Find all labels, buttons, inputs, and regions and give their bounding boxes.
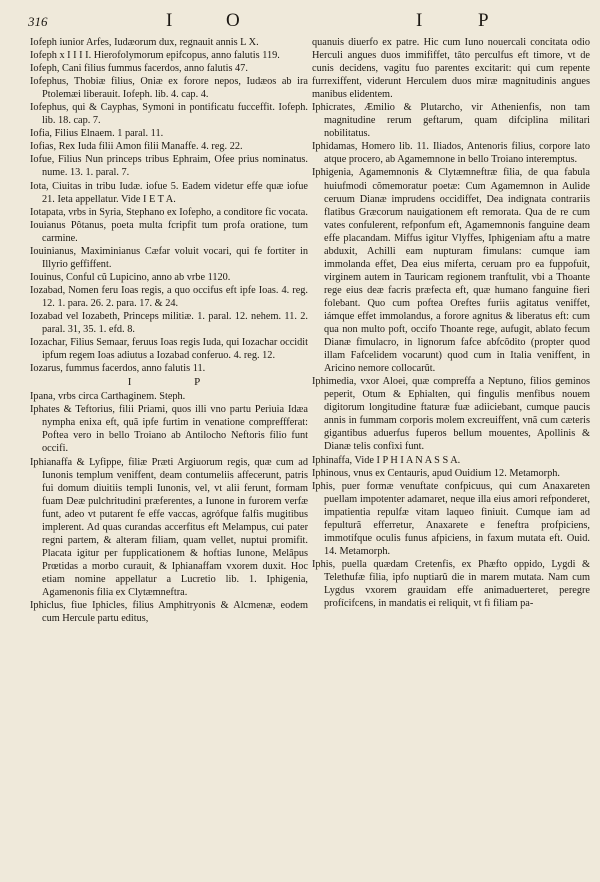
dictionary-entry: Iofeph x I I I I. Hierofolymorum epifcopus, anno falutis 119. [30, 50, 280, 62]
header-letter: I [416, 10, 425, 31]
dictionary-entry: Iofias, Rex Iuda filii Amon filii Manaffe. 4. reg. 22. [30, 141, 243, 153]
dictionary-entry: Iozabad, Nomen feru Ioas regis, a quo occifus eft ipfe Ioas. 4. reg. 12. 1. para. 26. 2. para. 17. & 24. [30, 284, 308, 309]
dictionary-entry: Iphiclus, fiue Iphicles, filius Amphitryonis & Alcmenæ, eodem cum Hercule partu editus, [30, 600, 308, 625]
running-header [28, 10, 570, 36]
dictionary-entry: Iota, Ciuitas in tribu Iudæ. iofue 5. Eadem videtur effe quæ iofue 21. Ieta appellatur. Vide I E T A. [30, 180, 308, 205]
dictionary-entry: Iphis, puella quædam Cretenfis, ex Phæfto oppido, Lygdi & Telethufæ filia, ipfo nuptiarũ die in marem mutata. Nam cum Lygdus vxorem grauidam effe animaduerteret, peregre profícifcens, in mandatis ei reliquit, vt fi filiam pa- [312, 558, 590, 610]
dictionary-entry: Iofephus, Thobiæ filius, Oniæ ex forore nepos, Iudæos ab ira Ptolemæi liberauit. Iofeph. lib. 4. cap. 4. [30, 76, 308, 101]
dictionary-entry: Iofia, Filius Elnaem. 1 paral. 11. [30, 128, 164, 140]
dictionary-entry: Iphis, puer formæ venuftate confpicuus, qui cum Anaxareten puellam impotenter adamaret, neque illa eius amori refponderet, impatientia repulfæ vitam laqueo finiuit. Cumque iam ad fepulturã efferretur, Anaxarete e feneftra profpiciens, immotífque oculis funus afpiciens, in faxum mutata eft. Ouid. 14. Metamorph. [312, 480, 590, 557]
dictionary-entry: Iouinus, Conful cũ Lupicino, anno ab vrbe 1120. [30, 271, 231, 283]
header-letter: O [226, 10, 242, 31]
header-letter: I [166, 10, 175, 31]
right-column [312, 36, 590, 610]
dictionary-entry: Iphianaffa & Lyfippe, filiæ Præti Argiuorum regis, quæ cum ad Iunonis templum veniffent, deam contumeliis affecerunt, patris fui domum diuitiis templi Iunonis, vel, vt alii ferunt, formam fuam Deæ pulchritudini præferentes, a Iunone in furorem verfæ funt, adeo vt putarent fe effe vaccas, agrófque falfis mugitibus implerent. Ad quas curandas accerfitus eft Melampus, cui pater regni partem, & alteram filiam, quam vellet, nuptui promifit. Placata igitur per fupplicationem & hoftias Iunone, Melâpus Prœtidas a morbo curauit, & Iphianaffam vxorem duxit. Hoc etiam nomine appellatur a Lucretio lib. 1. Iphigenia, Agamenonis filia ex Clytæmneftra. [30, 456, 308, 598]
dictionary-entry: Iozabad vel Iozabeth, Princeps militiæ. 1. paral. 12. nehem. 11. 2. paral. 31, 35. 1. efd. 8. [30, 310, 308, 336]
dictionary-entry: Iphinaffa, Vide I P H I A N A S S A. [312, 454, 461, 466]
dictionary-entry: Iozarus, fummus facerdos, anno falutis 11. [30, 363, 206, 375]
dictionary-entry: Iphicrates, Æmilio & Plutarcho, vir Athenienfis, non tam magnitudine rerum geftarum, quam difciplina militari nobilitatus. [312, 102, 590, 140]
left-column [30, 36, 308, 625]
dictionary-entry: Iphimedia, vxor Aloei, quæ compreffa a Neptuno, filios geminos peperit, Otum & Ephialten, qui fingulis menfibus nouem digitorum longitudine ftaturæ fuæ adiiciebant, cumque paucis annis in fummam corporis molem excreuiffent, vnã cum cæteris gigantibus aduerfus fuperos bellum mouentes, Apollinis & Dianæ telis confixi funt. [312, 376, 590, 453]
dictionary-entry: Iofeph, Cani filius fummus facerdos, anno falutis 47. [30, 63, 248, 75]
dictionary-entry: Iofephus, qui & Cayphas, Symoni in pontificatu fucceffit. Iofeph. lib. 18. cap. 7. [30, 102, 308, 127]
dictionary-entry-continuation: quanuis diuerfo ex patre. Hic cum Iuno nouercali concitata odio Herculi angues duos immififfet, tâto perculfus eft timore, vt de cunis decidens, vagitu fuo parentes excitarit: qui cum repente furrexiffent, viderunt Herculem duos miræ magnitudinis angues manibus elidentem. [312, 37, 590, 101]
dictionary-entry: Iofue, Filius Nun princeps tribus Ephraim, Ofee prius nominatus. nume. 13. 1. paral. 7. [30, 154, 308, 179]
section-heading: I P [127, 376, 231, 389]
dictionary-entry: Iofeph iunior Arfes, Iudæorum dux, regnauit annis L X. [30, 37, 259, 48]
dictionary-entry: Iphates & Teftorius, filii Priami, quos illi vno partu Periuia Idæa nympha enixa eft, quã ipfe furtim in venatione compreffferat: Poftea vero in bello Troiano ab Antilocho Neftoris filio funt occifi. [30, 404, 308, 455]
dictionary-entry: Iphinous, vnus ex Centauris, apud Ouidium 12. Metamorph. [312, 467, 560, 479]
dictionary-entry: Iphigenia, Agamemnonis & Clytæmneftræ filia, de qua fabula huiufmodi cõmemoratur poetæ: Cum Agamemnon in Aulide ceruum Dianæ imprudens occidiffet, Dea indignata contrariis flatibus Græcorum nauigationem eft remorata. Qua de re cum vates confulerent, refponfum eft, Agamemnonis fanguine deam effe placandam. Miffus igitur Vlyffes, Iphigeniam aftu a matre abduxit, Achilli eam nupturam fimulans: cumque iam immolanda effet, Dea eius miferta, ceruam pro ea fuppofuit, virginem autem in Tauricam regionem tranftulit, vbi a Thoante rege eius deæ facris præfecta eft, quæ humano fanguine fieri folebant. Quo cum poftea Oreftes furiis agitatus veniffet, iámque effet immolandus, a forore agnitus & liberatus eft: cum qua non multo poft, occifo Thoante rege, aufugit, ablato fecum Dianæ fimulacro, in lignorum fafce abfcõdito (propter quod illam Fafcelidem vocarunt) quod cum in Italia veniffent, in Aricino nemore collocarũt. [312, 167, 590, 375]
dictionary-entry: Iouianus Pôtanus, poeta multa fcripfit tum profa oratione, tum carmine. [30, 219, 308, 244]
dictionary-entry: Iotapata, vrbs in Syria, Stephano ex Iofepho, a conditore fic vocata. [30, 206, 308, 218]
dictionary-entry: Ipana, vrbs circa Carthaginem. Steph. [30, 391, 186, 403]
page-number: 316 [28, 14, 48, 29]
dictionary-entry: Iozachar, Filius Semaar, feruus Ioas regis Iuda, qui Iozachar occidit ipfum regem Ioas adiutus a Iozabad conferuo. 4. reg. 12. [30, 337, 308, 362]
header-letter: P [478, 10, 491, 31]
dictionary-entry: Iouinianus, Maximinianus Cæfar voluit vocari, qui fe fortiter in Illyrio geffiffent. [30, 245, 308, 270]
dictionary-entry: Iphidamas, Homero lib. 11. Iliados, Antenoris filius, corpore lato atque procero, ab Agamemnone in bello Troiano interemptus. [312, 141, 590, 166]
